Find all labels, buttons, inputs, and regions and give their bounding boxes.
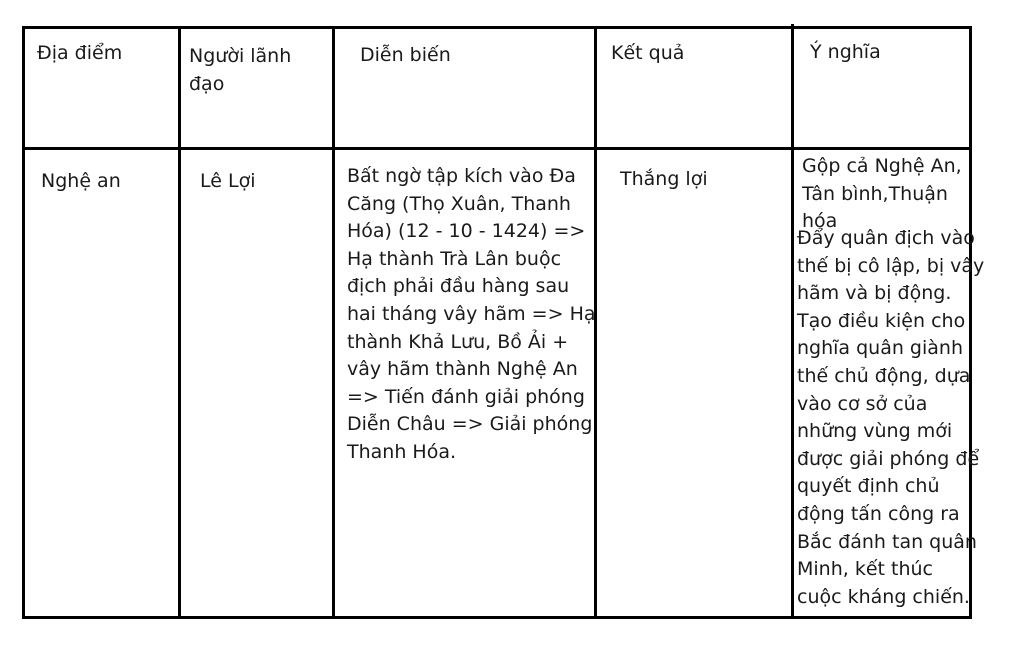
header-leader: Người lãnh đạo <box>189 45 292 95</box>
border-left <box>22 26 25 619</box>
header-result: Kết quả <box>611 42 685 64</box>
border-top <box>22 26 972 29</box>
col-divider-4 <box>791 24 794 619</box>
cell-leader: Lê Lợi <box>200 170 256 192</box>
cell-location: Nghệ an <box>41 170 121 192</box>
header-divider <box>22 147 972 150</box>
col-divider-1 <box>178 26 181 619</box>
cell-result: Thắng lợi <box>620 168 708 190</box>
header-location: Địa điểm <box>37 42 123 64</box>
header-events: Diễn biến <box>360 44 451 66</box>
cell-significance-part2: Đẩy quân địch vào thế bị cô lập, bị vây hãm và bị động. Tạo điều kiện cho nghĩa quân giành thế chủ động, dựa vào cơ sở của những vùng mới được giải phóng để quyết định chủ động tấn công ra Bắc đánh tan quân Minh, kết thúc cuộc kháng chiến. <box>797 227 985 608</box>
col-divider-2 <box>332 26 335 619</box>
cell-events: Bất ngờ tập kích vào Đa Căng (Thọ Xuân, Thanh Hóa) (12 - 10 - 1424) => Hạ thành Trà Lân buộc địch phải đầu hàng sau hai tháng vây hãm => Hạ thành Khả Lưu, Bồ Ải + vây hãm thành Nghệ An => Tiến đánh giải phóng Diễn Châu => Giải phóng Thanh Hóa. <box>347 165 596 463</box>
cell-significance-part1: Gộp cả Nghệ An, Tân bình,Thuận hóa <box>802 155 962 233</box>
header-significance: Ý nghĩa <box>810 41 881 63</box>
border-bottom <box>22 616 972 619</box>
